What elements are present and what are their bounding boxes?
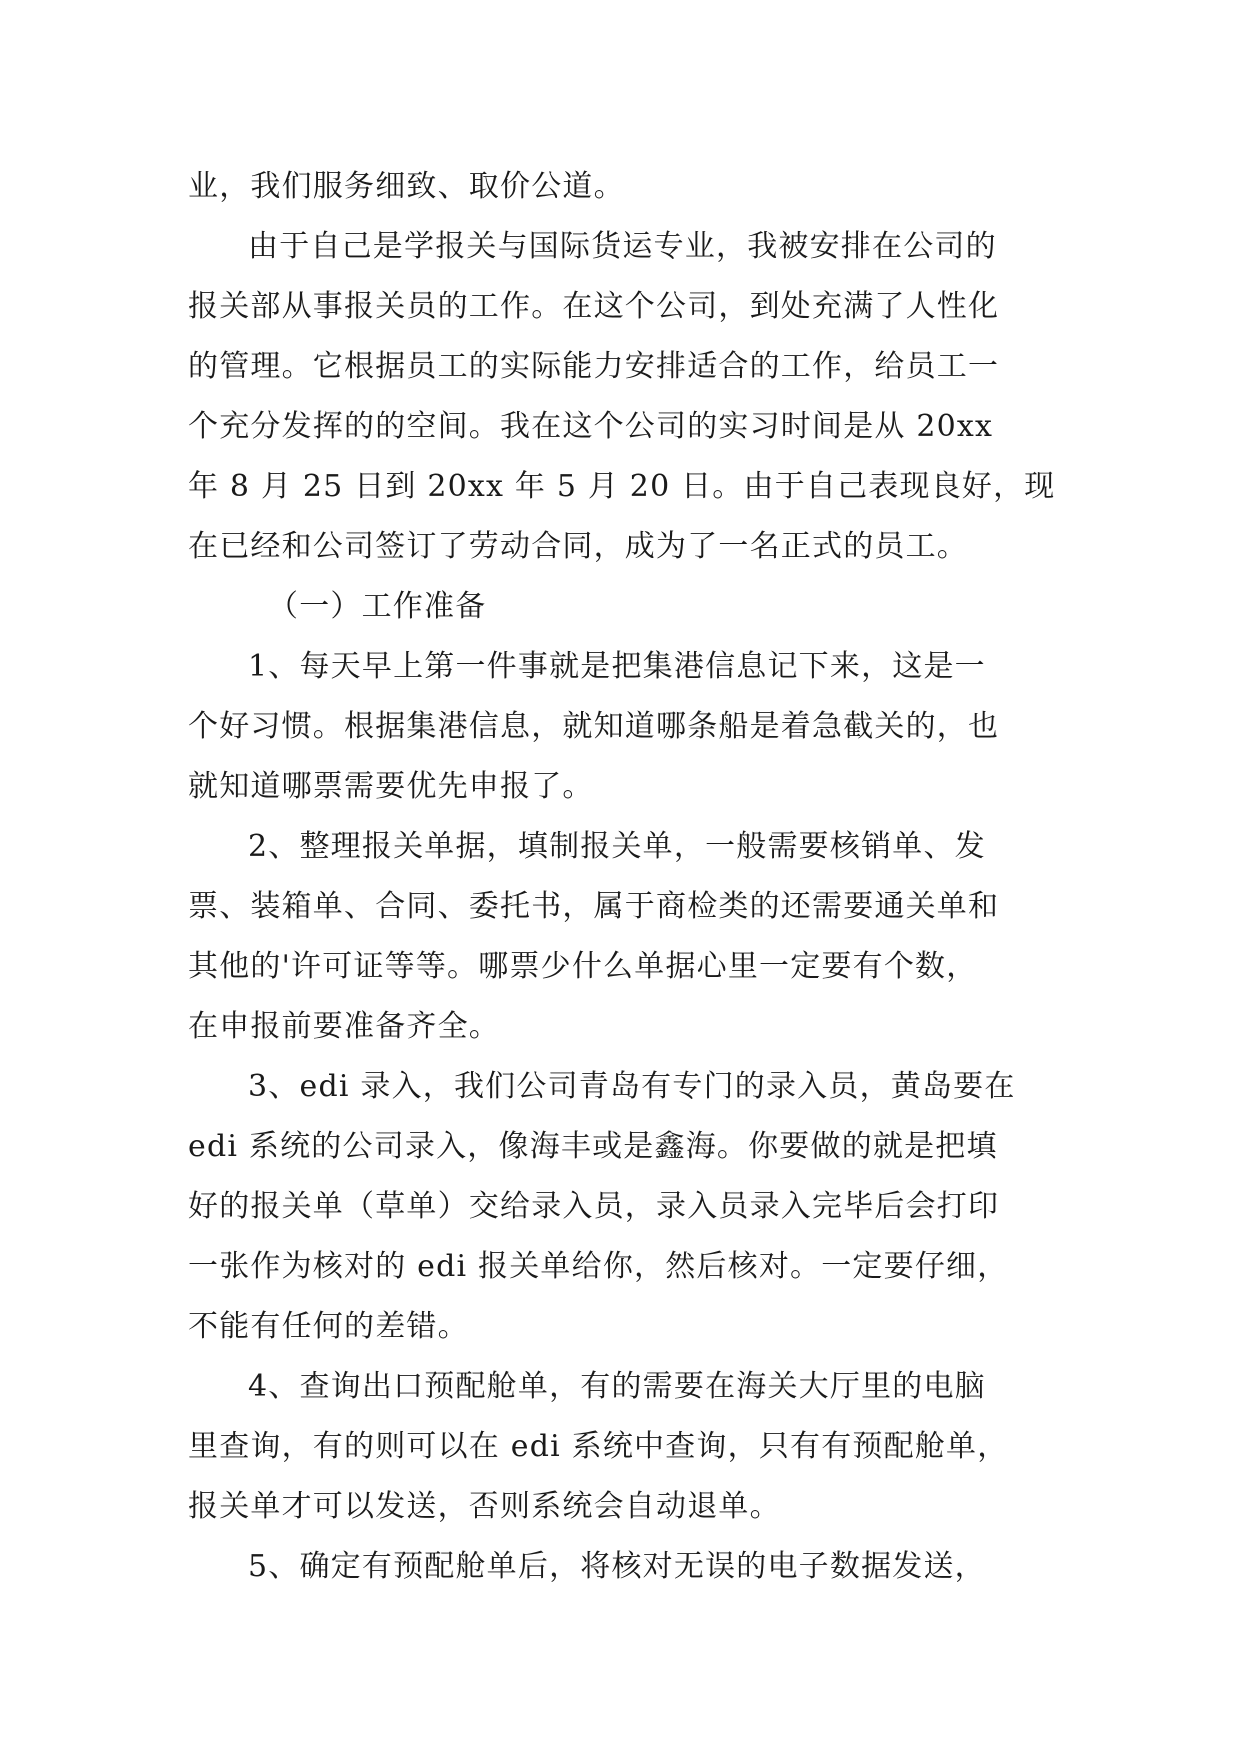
list-item-3-first-line: 3、edi 录入，我们公司青岛有专门的录入员，黄岛要在 [248,1069,1016,1104]
text-line: 报关部从事报关员的工作。在这个公司，到处充满了人性化 [188,289,1000,324]
text-line: 在申报前要准备齐全。 [188,1009,500,1044]
paragraph-first-line: 由于自己是学报关与国际货运专业，我被安排在公司的 [248,229,997,264]
text-line: 其他的'许可证等等。哪票少什么单据心里一定要有个数， [188,949,978,984]
list-item-4-first-line: 4、查询出口预配舱单，有的需要在海关大厅里的电脑 [248,1369,986,1404]
text-line: 一张作为核对的 edi 报关单给你，然后核对。一定要仔细， [188,1249,1009,1284]
text-line: 里查询，有的则可以在 edi 系统中查询，只有有预配舱单， [188,1429,1009,1464]
list-item-2-first-line: 2、整理报关单据，填制报关单，一般需要核销单、发 [248,829,986,864]
text-line: 不能有任何的差错。 [188,1309,469,1344]
text-line: 就知道哪票需要优先申报了。 [188,769,594,804]
text-line: 的管理。它根据员工的实际能力安排适合的工作，给员工一 [188,349,1000,384]
text-line: edi 系统的公司录入，像海丰或是鑫海。你要做的就是把填 [188,1129,998,1164]
text-line: 业，我们服务细致、取价公道。 [188,169,625,204]
text-line: 个充分发挥的的空间。我在这个公司的实习时间是从 20xx [188,409,994,444]
text-line: 个好习惯。根据集港信息，就知道哪条船是着急截关的，也 [188,709,1000,744]
text-line: 年 8 月 25 日到 20xx 年 5 月 20 日。由于自己表现良好，现 [188,469,1056,504]
text-line: 票、装箱单、合同、委托书，属于商检类的还需要通关单和 [188,889,1000,924]
list-item-5-first-line: 5、确定有预配舱单后，将核对无误的电子数据发送， [248,1549,986,1584]
text-line: 在已经和公司签订了劳动合同，成为了一名正式的员工。 [188,529,968,564]
text-line: 好的报关单（草单）交给录入员，录入员录入完毕后会打印 [188,1189,1000,1224]
list-item-1-first-line: 1、每天早上第一件事就是把集港信息记下来，这是一 [248,649,986,684]
text-line: 报关单才可以发送，否则系统会自动退单。 [188,1489,781,1524]
section-heading: （一）工作准备 [268,589,487,624]
